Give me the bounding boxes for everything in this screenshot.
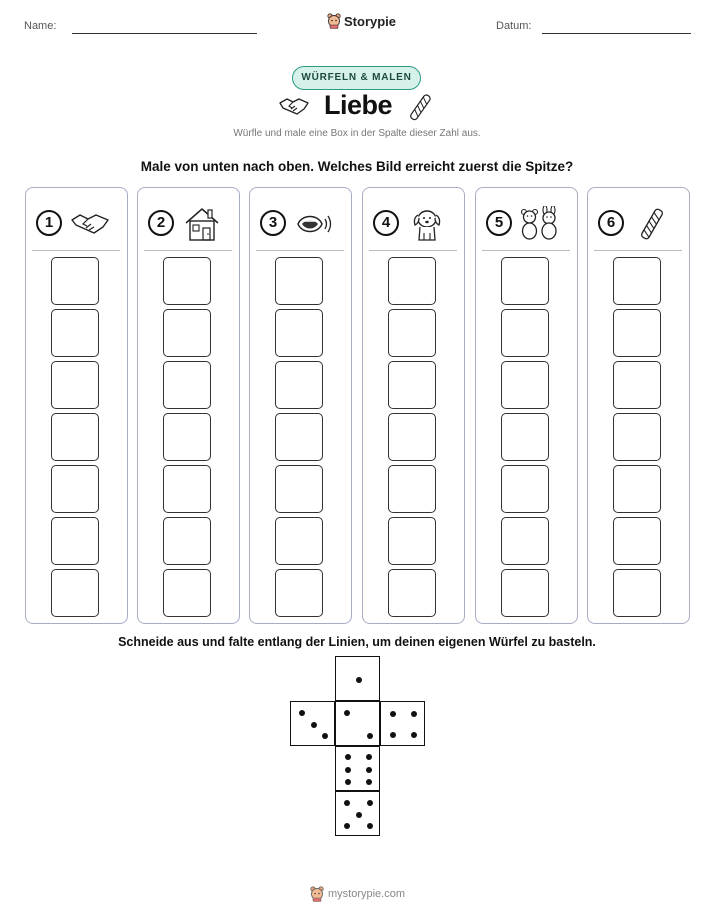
die-net [290, 656, 425, 836]
paint-box[interactable] [163, 569, 211, 617]
column-2 [137, 187, 240, 624]
paint-box[interactable] [501, 569, 549, 617]
paint-box[interactable] [613, 257, 661, 305]
paint-box[interactable] [613, 465, 661, 513]
column-divider [256, 250, 344, 251]
house-icon [182, 206, 222, 242]
paint-box[interactable] [388, 361, 436, 409]
column-number: 6 [598, 210, 624, 236]
paint-box[interactable] [51, 309, 99, 357]
paint-box[interactable] [501, 257, 549, 305]
paint-box[interactable] [388, 309, 436, 357]
paint-box[interactable] [51, 569, 99, 617]
friendship-bracelet-icon [632, 206, 672, 242]
paint-box[interactable] [51, 517, 99, 565]
paint-box[interactable] [163, 465, 211, 513]
column-divider [32, 250, 120, 251]
brand-logo [327, 13, 396, 29]
paint-box[interactable] [275, 465, 323, 513]
paint-box[interactable] [501, 361, 549, 409]
column-6 [587, 187, 690, 624]
column-4 [362, 187, 465, 624]
name-label: Name: [24, 20, 57, 32]
activity-badge: WÜRFELN & MALEN [292, 66, 421, 90]
paint-box[interactable] [388, 465, 436, 513]
singing-mouth-icon [294, 206, 334, 242]
handshake-icon [279, 95, 309, 117]
page-subtitle: Würfle und male eine Box in der Spalte dieser Zahl aus. [233, 128, 481, 139]
paint-box[interactable] [388, 257, 436, 305]
paint-box[interactable] [51, 361, 99, 409]
name-line [72, 33, 257, 34]
column-number: 4 [373, 210, 399, 236]
column-divider [144, 250, 232, 251]
page-title: Liebe [324, 90, 393, 120]
paint-box[interactable] [613, 361, 661, 409]
column-1 [25, 187, 128, 624]
teddy-bears-icon [520, 206, 560, 242]
die-face-6 [335, 746, 380, 791]
paint-box[interactable] [163, 413, 211, 461]
date-line [542, 33, 691, 34]
die-face-3 [290, 701, 335, 746]
column-number: 2 [148, 210, 174, 236]
paint-box[interactable] [501, 413, 549, 461]
paint-box[interactable] [51, 465, 99, 513]
handshake-icon [70, 206, 110, 242]
paint-box[interactable] [613, 413, 661, 461]
column-divider [594, 250, 682, 251]
paint-box[interactable] [613, 309, 661, 357]
die-face-5 [335, 791, 380, 836]
die-face-2 [335, 701, 380, 746]
puppy-icon [407, 206, 447, 242]
column-number: 3 [260, 210, 286, 236]
paint-box[interactable] [501, 309, 549, 357]
paint-box[interactable] [275, 257, 323, 305]
paint-box[interactable] [501, 465, 549, 513]
paint-box[interactable] [501, 517, 549, 565]
paint-box[interactable] [163, 517, 211, 565]
paint-box[interactable] [163, 309, 211, 357]
paint-box[interactable] [51, 413, 99, 461]
instruction-text: Male von unten nach oben. Welches Bild erreicht zuerst die Spitze? [140, 159, 574, 174]
die-face-1 [335, 656, 380, 701]
paint-box[interactable] [275, 569, 323, 617]
paint-box[interactable] [275, 517, 323, 565]
column-5 [475, 187, 578, 624]
brand-name: Storypie [344, 13, 397, 29]
column-3 [249, 187, 352, 624]
paint-box[interactable] [388, 517, 436, 565]
paint-box[interactable] [613, 569, 661, 617]
paint-box[interactable] [388, 569, 436, 617]
column-divider [369, 250, 457, 251]
paint-box[interactable] [388, 413, 436, 461]
storypie-bear-icon [310, 886, 324, 902]
paint-box[interactable] [275, 413, 323, 461]
footer [310, 886, 405, 902]
paint-box[interactable] [51, 257, 99, 305]
date-label: Datum: [496, 20, 532, 32]
paint-box[interactable] [163, 361, 211, 409]
column-divider [482, 250, 570, 251]
storypie-bear-icon [327, 13, 341, 29]
paint-box[interactable] [613, 517, 661, 565]
cut-instruction: Schneide aus und falte entlang der Linien, um deinen eigenen Würfel zu basteln. [118, 635, 596, 649]
die-face-4 [380, 701, 425, 746]
paint-box[interactable] [275, 361, 323, 409]
paint-box[interactable] [163, 257, 211, 305]
friendship-bracelet-icon [408, 92, 432, 122]
footer-url: mystorypie.com [328, 888, 406, 900]
column-number: 1 [36, 210, 62, 236]
paint-box[interactable] [275, 309, 323, 357]
column-number: 5 [486, 210, 512, 236]
